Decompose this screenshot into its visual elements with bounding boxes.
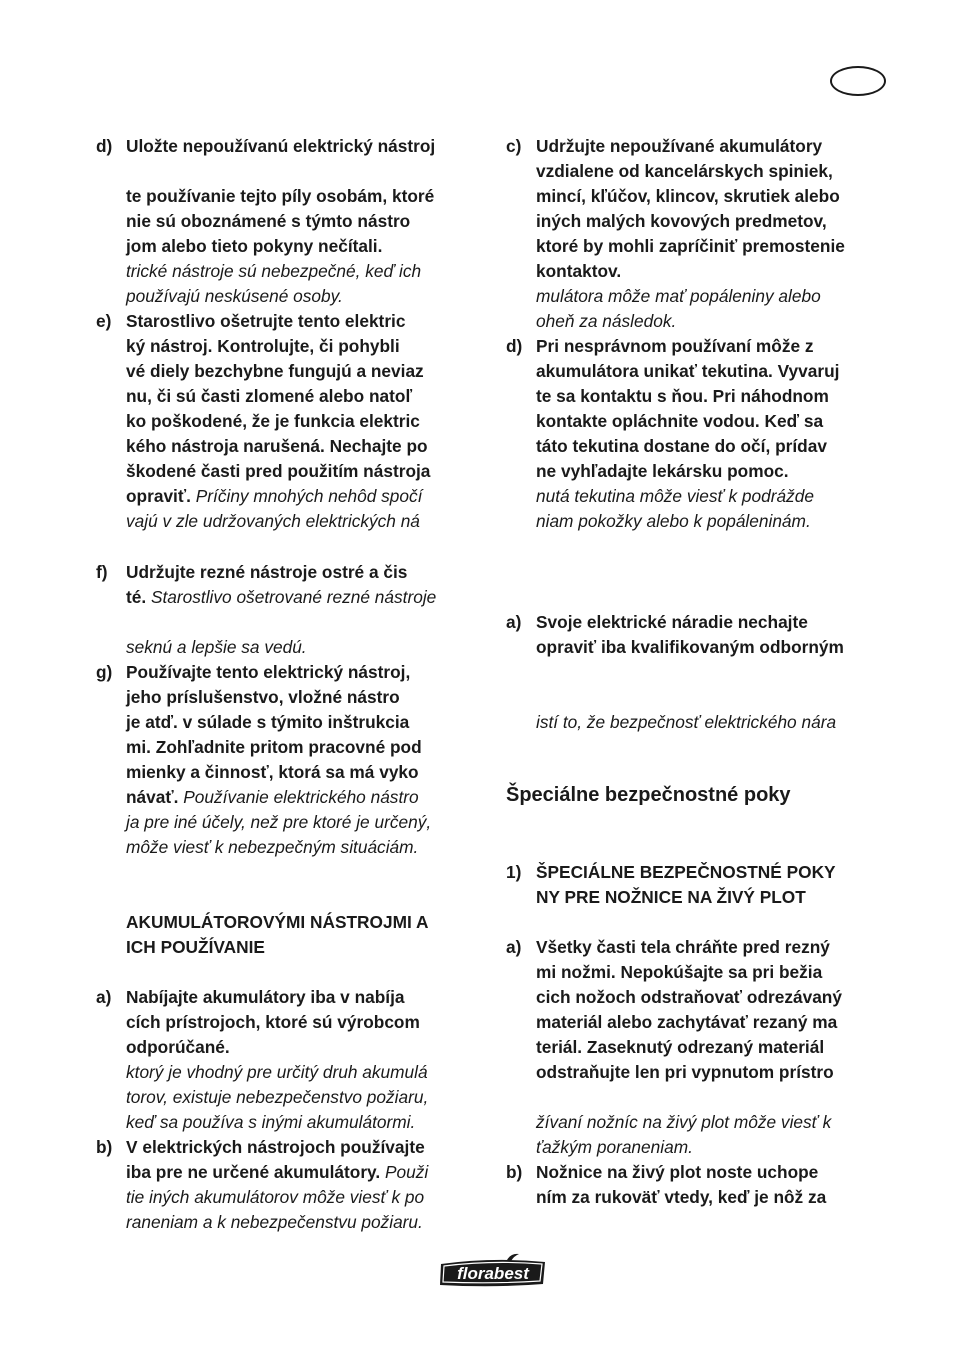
language-badge <box>830 66 886 96</box>
paragraph-line: odporúčané. <box>126 1037 230 1057</box>
paragraph-line: akumulátora unikať tekutina. Vyvaruj <box>536 361 840 381</box>
paragraph-line: Uložte nepoužívanú elektrický nástroj <box>126 136 436 156</box>
paragraph-line: Udržujte nepoužívané akumulátory <box>536 136 823 156</box>
item-label: 1) <box>506 862 522 882</box>
paragraph-line: je atď. v súlade s týmito inštrukcia <box>126 712 410 732</box>
item-label: a) <box>96 987 112 1007</box>
paragraph-line: Používajte tento elektrický nástroj, <box>126 662 411 682</box>
paragraph-line: jom alebo tieto pokyny nečítali. <box>126 236 383 256</box>
logo-text: florabest <box>457 1264 529 1283</box>
paragraph-line: ktoré by mohli zapríčiniť premostenie <box>536 236 845 256</box>
paragraph-line: vzdialene od kancelárskych spiniek, <box>536 161 833 181</box>
paragraph-line: ním za rukoväť vtedy, keď je nôž za <box>536 1187 827 1207</box>
paragraph-line: nutá tekutina môže viesť k podráždе <box>536 486 814 506</box>
section-heading: Špeciálne bezpečnostné poky <box>506 784 791 806</box>
paragraph-line: ký nástroj. Kontrolujte, či pohybli <box>126 336 400 356</box>
item-label: c) <box>506 136 522 156</box>
paragraph-line: vé diely bezchybne fungujú a neviaz <box>126 361 424 381</box>
paragraph-line: môže viesť k nebezpečným situáciám. <box>126 837 419 857</box>
paragraph-line: tie iných akumulátorov môže viesť k po <box>126 1187 425 1207</box>
paragraph-line: niam pokožky alebo k popáleninám. <box>536 511 811 531</box>
paragraph-line: používajú neskúsené osoby. <box>126 286 343 306</box>
item-label: a) <box>506 937 522 957</box>
paragraph-line: teriál. Zaseknutý odrezaný materiál <box>536 1037 825 1057</box>
paragraph-line: kontakte opláchnite vodou. Keď sa <box>536 411 824 431</box>
paragraph-line: ŠPECIÁLNE BEZPEČNOSTNÉ POKY <box>536 862 836 882</box>
paragraph-line: torov, existuje nebezpečenstvo požiaru, <box>126 1087 429 1107</box>
item-label: b) <box>96 1137 113 1157</box>
paragraph-line: trické nástroje sú nebezpečné, keď ich <box>126 261 422 281</box>
paragraph-line: seknú a lepšie sa vedú. <box>126 637 307 657</box>
item-label: g) <box>96 662 113 682</box>
paragraph-line: materiál alebo zachytávať rezaný ma <box>536 1012 838 1032</box>
paragraph-line: opraviť. Príčiny mnohých nehôd spočí <box>126 486 423 506</box>
section-title: AKUMULÁTOROVÝMI NÁSTROJMI A <box>126 912 429 932</box>
item-label: a) <box>506 612 522 632</box>
paragraph-line: ja pre iné účely, než pre ktoré je určený, <box>126 812 432 832</box>
item-label: e) <box>96 311 112 331</box>
paragraph-line: opraviť iba kvalifikovaným odborným <box>536 637 844 657</box>
paragraph-line: cích prístrojoch, ktoré sú výrobcom <box>126 1012 420 1032</box>
paragraph-line: cich nožoch odstraňovať odrezávaný <box>536 987 842 1007</box>
paragraph-line: V elektrických nástrojoch používajte <box>126 1137 425 1157</box>
paragraph-line: Nožnice na živý plot noste uchope <box>536 1162 819 1182</box>
item-label: b) <box>506 1162 523 1182</box>
paragraph-line: te používanie tejto píly osobám, ktoré <box>126 186 435 206</box>
paragraph-line: ko poškodené, že je funkcia elektric <box>126 411 420 431</box>
paragraph-line: istí to, že bezpečnosť elektrického nára <box>536 712 837 732</box>
paragraph-line: vajú v zle udržovaných elektrických ná <box>126 511 420 531</box>
paragraph-line: mi nožmi. Nepokúšajte sa pri bežia <box>536 962 823 982</box>
paragraph-line: ťažkým poraneniam. <box>536 1137 693 1157</box>
item-label: d) <box>506 336 523 356</box>
item-label: f) <box>96 562 108 582</box>
paragraph-line: keď sa používa s inými akumulátormi. <box>126 1112 416 1132</box>
paragraph-line: te sa kontaktu s ňou. Pri náhodnom <box>536 386 829 406</box>
paragraph-line: jeho príslušenstvo, vložné nástro <box>126 687 400 707</box>
paragraph-line: NY PRE NOŽNICE NA ŽIVÝ PLOT <box>536 887 806 907</box>
paragraph-line: nu, či sú časti zlomené alebo natoľ <box>126 386 413 406</box>
paragraph-line: nie sú oboznámené s týmto nástro <box>126 211 411 231</box>
paragraph-line: mincí, kľúčov, klincov, skrutiek alebo <box>536 186 840 206</box>
paragraph-line: mienky a činnosť, ktorá sa má vyko <box>126 762 419 782</box>
paragraph-line: Pri nesprávnom používaní môže z <box>536 336 814 356</box>
paragraph-line: kého nástroja narušená. Nechajte po <box>126 436 428 456</box>
paragraph-line: Všetky časti tela chráňte pred rezný <box>536 937 830 957</box>
paragraph-line: Nabíjajte akumulátory iba v nabíja <box>126 987 405 1007</box>
paragraph-line: té. Starostlivo ošetrované rezné nástroje <box>126 587 437 607</box>
paragraph-line: oheň za následok. <box>536 311 677 331</box>
item-label: d) <box>96 136 113 156</box>
section-title: ICH POUŽÍVANIE <box>126 937 265 957</box>
paragraph-line: iba pre ne určené akumulátory. Použi <box>126 1162 429 1182</box>
paragraph-line: odstraňujte len pri vypnutom prístro <box>536 1062 834 1082</box>
paragraph-line: kontaktov. <box>536 261 622 281</box>
paragraph-line: ktorý je vhodný pre určitý druh akumulá <box>126 1062 428 1082</box>
paragraph-line: raneniam a k nebezpečenstvu požiaru. <box>126 1212 423 1232</box>
paragraph-line: mulátora môže mať popáleniny alebo <box>536 286 821 306</box>
paragraph-line: mi. Zohľadnite pritom pracovné pod <box>126 737 422 757</box>
paragraph-line: škodené časti pred použitím nástroja <box>126 461 431 481</box>
paragraph-line: ne vyhľadajte lekársku pomoc. <box>536 461 789 481</box>
florabest-logo <box>437 1252 549 1288</box>
paragraph-line: Svoje elektrické náradie nechajte <box>536 612 808 632</box>
paragraph-line: žívaní nožníc na živý plot môže viesť k <box>536 1112 832 1132</box>
paragraph-line: Udržujte rezné nástroje ostré a čis <box>126 562 408 582</box>
paragraph-line: Starostlivo ošetrujte tento elektric <box>126 311 406 331</box>
paragraph-line: táto tekutina dostane do očí, prídav <box>536 436 827 456</box>
paragraph-line: iných malých kovových predmetov, <box>536 211 827 231</box>
paragraph-line: návať. Používanie elektrického nástro <box>126 787 419 807</box>
